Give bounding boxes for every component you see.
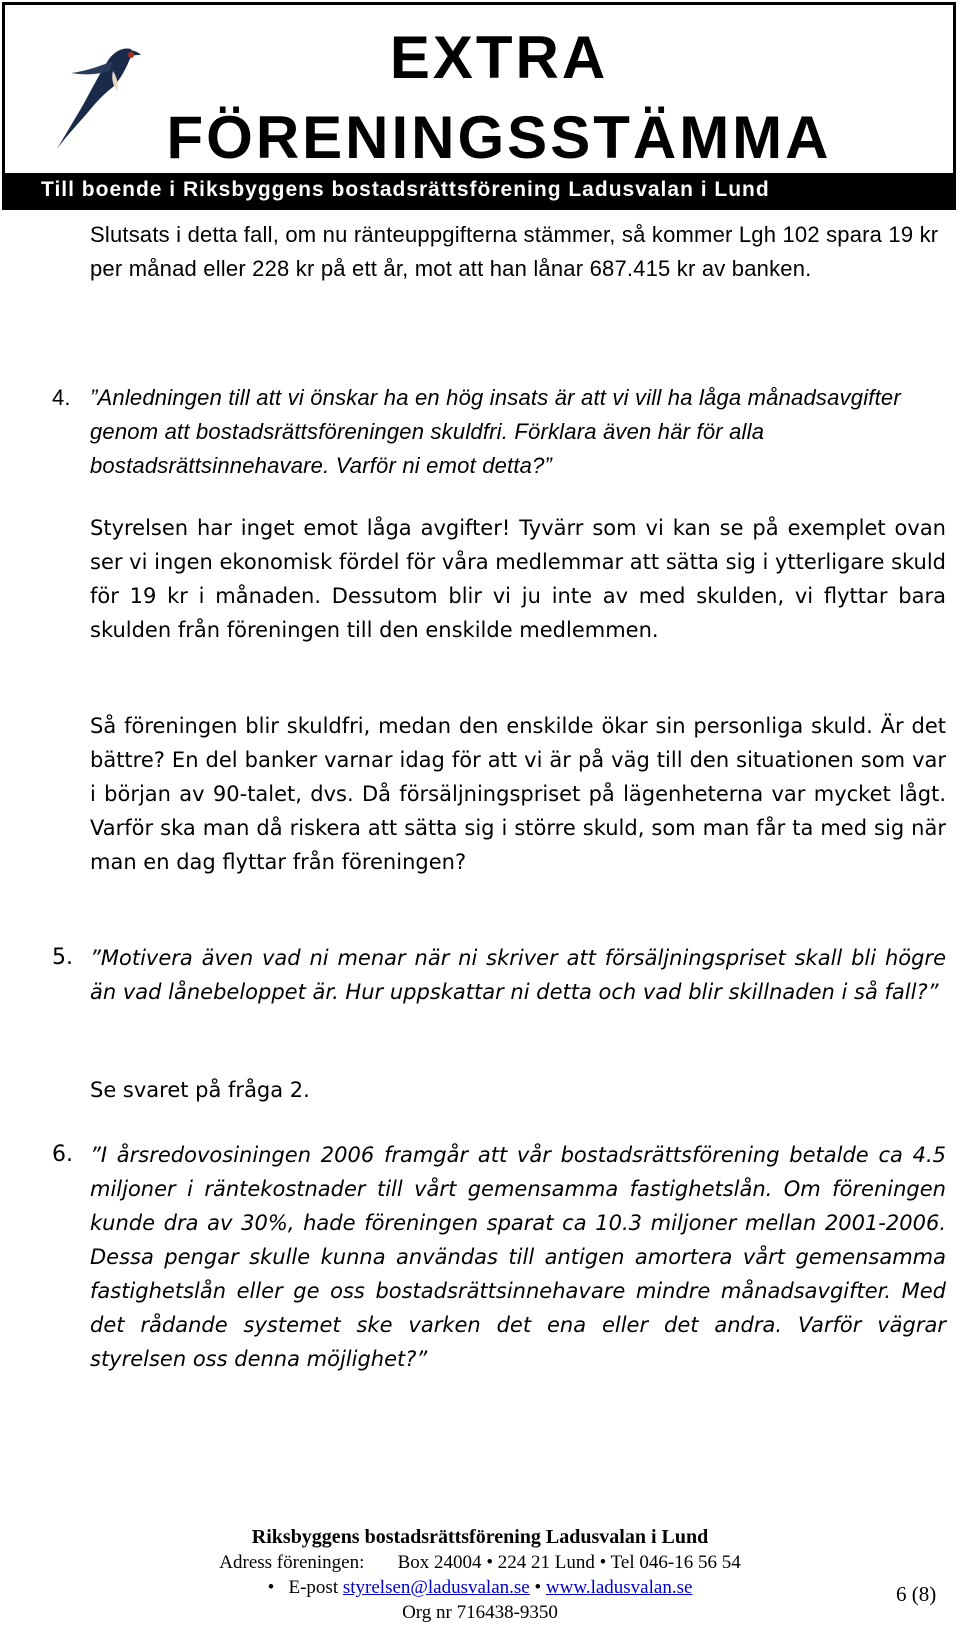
footer-email-label: E-post bbox=[288, 1577, 339, 1598]
footer-org-number: Org nr 716438-9350 bbox=[402, 1602, 558, 1623]
header-subtitle: Till boende i Riksbyggens bostadsrättsförening Ladusvalan i Lund bbox=[5, 173, 953, 207]
footer-contact-line bbox=[0, 1575, 960, 1600]
answer-4-paragraph-1: Styrelsen har inget emot låga avgifter! Tyvärr som vi kan se på exemplet ovan ser vi ingen ekonomisk fördel för våra medlemmar att sätta sig i ytterligare skuld för 19 kr i månaden. Dessutom blir vi ju inte av med skulden, vi flyttar bara skulden från föreningen till den enskilde medlemmen. bbox=[90, 516, 946, 642]
question-5-number: 5. bbox=[52, 945, 73, 970]
page-footer bbox=[0, 1524, 960, 1625]
newsletter-header bbox=[2, 2, 956, 210]
footer-email-link[interactable]: styrelsen@ladusvalan.se bbox=[342, 1577, 530, 1598]
footer-org-name: Riksbyggens bostadsrättsförening Ladusvalan i Lund bbox=[251, 1526, 709, 1548]
answer-5: Se svaret på fråga 2. bbox=[90, 1078, 310, 1102]
question-6-text: ”I årsredovosiningen 2006 framgår att vår bostadsrättsförening betalde ca 4.5 miljoner i räntekostnader till vårt gemensamma fastighetslån. Om föreningen kunde dra av 30%, hade föreningen sparat ca 10.3 miljoner mellan 2001-2006. Dessa pengar skulle kunna användas till antigen amortera vårt gemensamma fastighetslån eller ge oss bostadsrättsinnehavare mindre månadsavgifter. Med det rådande systemet ske varken det ena eller det andra. Varför vägrar styrelsen oss denna möjlighet?” bbox=[90, 1143, 946, 1371]
footer-address-city: 224 21 Lund bbox=[497, 1552, 595, 1573]
bullet-icon: • bbox=[486, 1552, 498, 1573]
title-line-2: FÖRENINGSSTÄMMA bbox=[166, 104, 832, 171]
footer-address-label: Adress föreningen: bbox=[219, 1552, 365, 1573]
question-4-text: ”Anledningen till att vi önskar ha en hög insats är att vi vill ha låga månadsavgifter genom att bostadsrättsföreningen skuldfri. Förklara även här för alla bostadsrättsinnehavare. Varför ni emot detta?” bbox=[90, 385, 901, 478]
conclusion-paragraph: Slutsats i detta fall, om nu ränteuppgifterna stämmer, så kommer Lgh 102 spara 19 kr per månad eller 228 kr på ett år, mot att han lånar 687.415 kr av banken. bbox=[90, 222, 939, 281]
question-6-number: 6. bbox=[52, 1142, 73, 1167]
page-number: 6 (8) bbox=[896, 1582, 937, 1606]
footer-phone: Tel 046-16 56 54 bbox=[610, 1552, 741, 1573]
bullet-icon: • bbox=[534, 1577, 546, 1598]
question-4-number: 4. bbox=[52, 385, 71, 410]
bullet-icon: • bbox=[267, 1577, 284, 1598]
footer-address-box: Box 24004 bbox=[397, 1552, 482, 1573]
bullet-icon: • bbox=[599, 1552, 611, 1573]
question-5-text: ”Motivera även vad ni menar när ni skriver att försäljningspriset skall bli högre än vad lånebeloppet är. Hur uppskattar ni detta och vad blir skillnaden i så fall?” bbox=[90, 946, 946, 1004]
title-line-1: EXTRA bbox=[389, 24, 609, 91]
footer-website-link[interactable]: www.ladusvalan.se bbox=[545, 1577, 693, 1598]
footer-address-line bbox=[0, 1550, 960, 1575]
answer-4-paragraph-2: Så föreningen blir skuldfri, medan den enskilde ökar sin personliga skuld. Är det bättre? En del banker varnar idag för att vi är på väg till den situationen som var i början av 90-talet, dvs. Då försäljningspriset på lägenheterna var mycket lågt. Varför ska man då riskera att sätta sig i större skuld, som man får ta med sig när man en dag flyttar från föreningen? bbox=[90, 714, 946, 874]
